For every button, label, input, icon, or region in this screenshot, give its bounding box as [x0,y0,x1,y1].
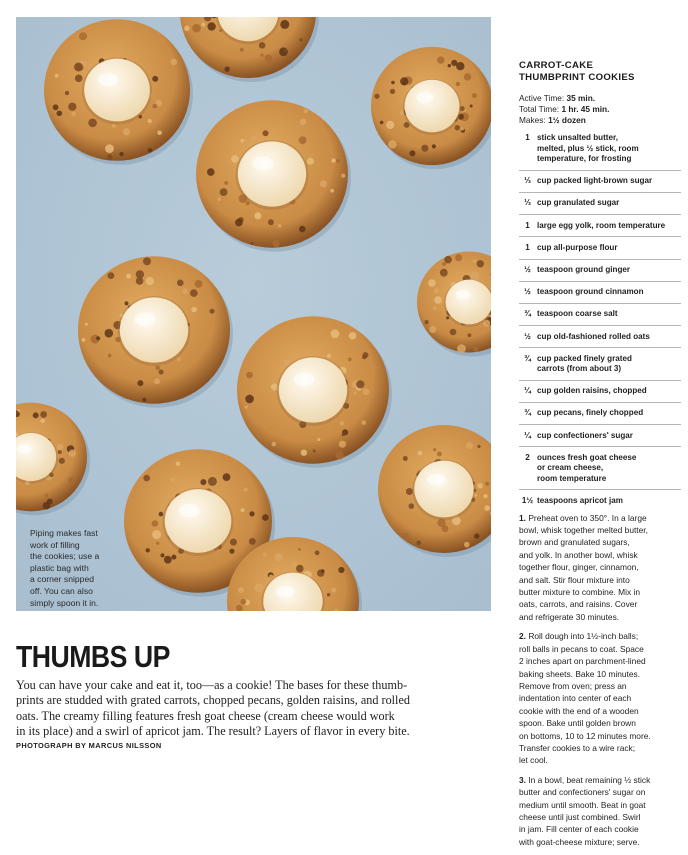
ingredient-item [519,265,681,275]
ingredient-divider [519,380,681,381]
intro-line: You can have your cake and eat it, too—as a cookie! The bases for these thumb- [16,678,408,692]
step-line: 1. Preheat oven to 350°. In a large [519,512,647,523]
ingredient-item [519,354,681,375]
step-line: and refrigerate 30 minutes. [519,611,620,622]
step-line: baking sheets. Bake 10 minutes. [519,668,641,679]
ingredient-divider [519,303,681,304]
ingredient-divider [519,402,681,403]
ingredient-quantity: ¾ [524,309,531,319]
ingredient-line: carrots (from about 3) [537,364,622,374]
ingredient-item [519,453,681,484]
step-line: and yolk. In another bowl, whisk [519,549,638,560]
step-line: medium until smooth. Beat in goat [519,799,646,810]
ingredient-divider [519,489,681,490]
step-number: 2. [519,631,529,642]
ingredient-item [519,243,681,253]
recipe-column [519,60,681,855]
ingredient-text [536,265,681,275]
frosting [414,461,473,518]
intro-paragraph [16,678,496,739]
step-line: let cool. [519,755,548,766]
intro-line: in its place) and a swirl of apricot jam. The result? Layers of flavor in every bite. [16,723,410,738]
ingredient-quantity: 1 [525,242,530,252]
step-line: roll balls in pecans to coat. Space [519,643,644,654]
ingredient-line: cup pecans, finely chopped [537,408,644,418]
ingredient-item [519,496,681,506]
frosting [165,489,232,553]
ingredient-text [536,496,681,506]
ingredient-line: teaspoon coarse salt [537,309,618,319]
ingredient-text [536,243,681,253]
ingredient-divider [519,424,681,425]
ingredient-line: stick unsalted butter, [537,133,618,143]
ingredient-divider [519,192,681,193]
frosting [279,357,347,422]
ingredient-line: cup all-purpose flour [537,242,618,252]
frosting [238,141,306,206]
caption-line: plastic bag with [30,562,89,573]
step-line: brown and granulated sugars, [519,537,630,548]
frosting [405,80,460,132]
step-number: 1. [519,512,529,523]
ingredient-line: cup old-fashioned rolled oats [537,331,650,341]
ingredient-text [536,332,681,342]
frosting [84,59,150,122]
headline: THUMBS UP [16,639,170,674]
step-line: together flour, ginger, cinnamon, [519,562,639,573]
ingredient-line: room temperature [537,473,607,483]
ingredient-item [519,309,681,319]
ingredient-item [519,332,681,342]
ingredient-line: large egg yolk, room temperature [537,220,666,230]
recipe-meta [519,93,681,126]
ingredient-quantity: ½ [524,331,531,341]
step-number: 3. [519,774,529,785]
step-line: indentation into center of each [519,693,632,704]
ingredient-quantity: ⅓ [524,176,531,186]
step-line: 2 inches apart on parchment-lined [519,656,646,667]
ingredient-quantity: 1½ [521,495,534,505]
step-line: bowl, whisk together melted butter, [519,525,648,536]
total-time: Total Time: 1 hr. 45 min. [519,104,610,115]
ingredient-text [536,176,681,186]
step-line: butter mixture to combine. Mix in [519,587,641,598]
ingredient-item [519,431,681,441]
ingredient-text [536,408,681,418]
ingredient-item [519,386,681,396]
ingredient-divider [519,446,681,447]
intro-line: prints are studded with grated carrots, chopped pecans, golden raisins, and rolled [16,693,410,708]
recipe-title [519,60,681,83]
ingredient-divider [519,325,681,326]
ingredient-item [519,198,681,208]
step-line: cheese until just combined. Swirl [519,811,641,822]
ingredient-divider [519,259,681,260]
ingredient-text [536,354,681,375]
ingredient-text [536,133,681,164]
photo-credit: PHOTOGRAPH BY MARCUS NILSSON [16,741,162,750]
cookies-illustration [16,17,491,611]
ingredient-quantity: ½ [524,287,531,297]
method-steps [519,512,681,849]
ingredient-item [519,408,681,418]
ingredient-line: teaspoon ground cinnamon [537,287,644,297]
caption-line: the cookies; use a [30,551,100,562]
step-line: 2. Roll dough into 1½-inch balls; [519,631,639,642]
caption-line: simply spoon it in. [30,597,99,608]
active-time: Active Time: 35 min. [519,93,596,104]
caption-line: Piping makes fast [30,528,98,538]
ingredient-quantity: ⅓ [524,198,531,208]
step-line: 3. In a bowl, beat remaining ½ stick [519,774,651,785]
photo-caption [30,528,114,609]
ingredient-line: teaspoons apricot jam [537,495,623,505]
step-line: with goat-cheese mixture; serve. [519,836,640,847]
ingredient-quantity: ¾ [524,408,531,418]
recipe-title-line-1: CARROT-CAKE [519,60,594,71]
caption-line: off. You can also [30,585,93,596]
cookies-photo [16,17,491,611]
ingredient-line: cup packed light-brown sugar [537,176,653,186]
ingredient-text [536,453,681,484]
method-step [519,512,681,624]
ingredient-line: cup packed finely grated [537,353,632,363]
caption-line: work of filling [30,539,80,550]
ingredient-quantity: 2 [525,452,530,462]
ingredient-item [519,133,681,164]
ingredient-quantity: 1 [525,220,530,230]
ingredient-divider [519,281,681,282]
ingredient-line: temperature, for frosting [537,154,632,163]
ingredient-quantity: 1 [525,133,530,143]
intro-line: oats. The creamy filling features fresh goat cheese (cream cheese would work [16,708,395,723]
step-line: Remove from oven; press an [519,680,627,691]
ingredient-list [519,133,681,506]
ingredient-text [536,309,681,319]
ingredient-item [519,221,681,231]
ingredient-text [536,287,681,297]
caption-line: a corner snipped [30,574,95,585]
ingredient-item [519,287,681,297]
ingredient-line: cup confectioners' sugar [537,430,633,440]
ingredient-line: cup granulated sugar [537,198,620,208]
step-line: butter and confectioners' sugar on [519,787,646,798]
ingredient-quantity: ¾ [524,353,531,363]
ingredient-line: ounces fresh goat cheese [537,452,637,462]
recipe-title-line-2: THUMBPRINT COOKIES [519,71,635,83]
step-line: in jam. Fill center of each cookie [519,824,639,835]
method-step [519,630,681,766]
ingredient-divider [519,347,681,348]
ingredient-item [519,176,681,186]
ingredient-quantity: ¼ [524,386,531,396]
ingredient-quantity: ¼ [524,430,531,440]
ingredient-text [536,386,681,396]
frosting [446,280,491,325]
step-line: on bottoms, 10 to 12 minutes more. [519,730,651,741]
ingredient-divider [519,170,681,171]
ingredient-quantity: ½ [524,264,531,274]
step-line: oats, carrots, and raisins. Cover [519,599,638,610]
ingredient-text [536,431,681,441]
ingredient-divider [519,236,681,237]
ingredient-line: melted, plus ½ stick, room [537,143,639,153]
step-line: cookie with the end of a wooden [519,705,639,716]
yield: Makes: 1½ dozen [519,115,586,126]
frosting [120,297,188,362]
step-line: and salt. Stir flour mixture into [519,574,630,585]
step-line: Transfer cookies to a wire rack; [519,742,636,753]
ingredient-line: or cream cheese, [537,463,604,473]
ingredient-text [536,198,681,208]
ingredient-line: teaspoon ground ginger [537,264,631,274]
ingredient-divider [519,214,681,215]
ingredient-text [536,221,681,231]
step-line: spoon. Bake until golden brown [519,718,636,729]
ingredient-line: cup golden raisins, chopped [537,386,647,396]
method-step [519,774,681,848]
